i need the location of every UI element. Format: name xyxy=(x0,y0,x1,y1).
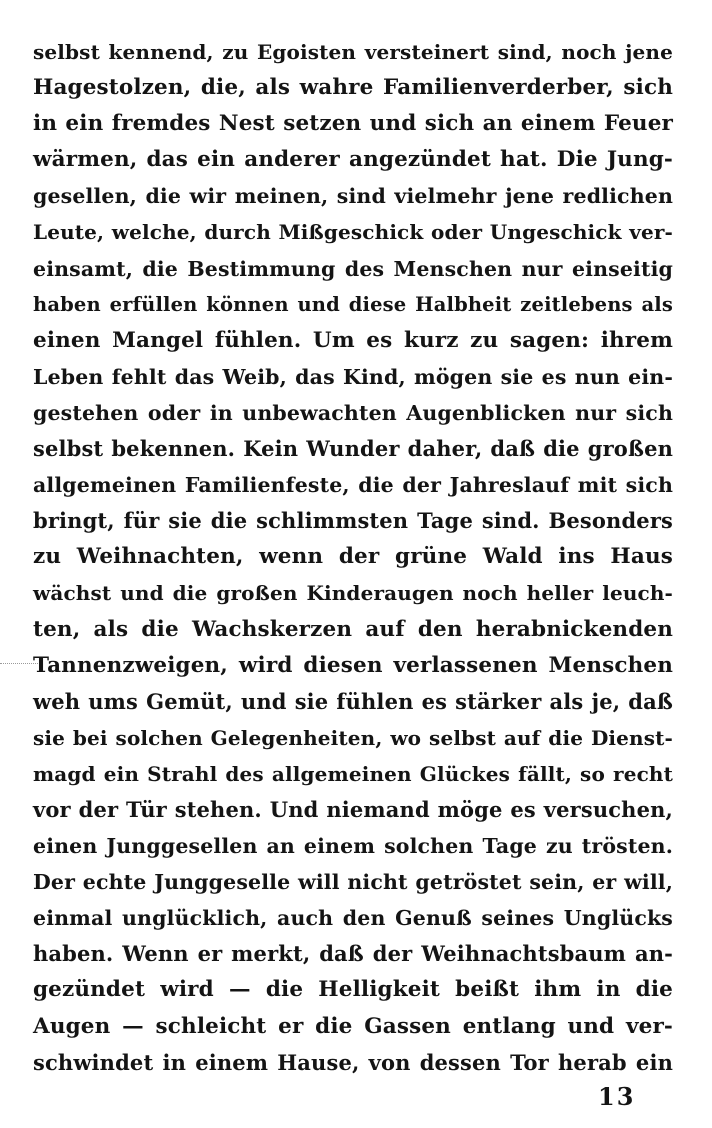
text-line: selbst kennend, zu Egoisten versteinert sind, noch jene xyxy=(33,40,673,64)
text-line: wärmen, das ein anderer angezündet hat. Die Jung- xyxy=(33,147,673,173)
text-line: einen Junggesellen an einem solchen Tage zu trösten. xyxy=(33,834,673,859)
text-line: ten, als die Wachskerzen auf den herabnickenden xyxy=(33,616,673,642)
text-line: gezündet wird — die Helligkeit beißt ihm in die xyxy=(33,977,673,1003)
text-line: selbst bekennen. Kein Wunder daher, daß die großen xyxy=(33,436,673,462)
text-line: magd ein Strahl des allgemeinen Glückes fällt, so recht xyxy=(33,761,673,786)
text-line: zu Weihnachten, wenn der grüne Wald ins Haus xyxy=(33,544,673,570)
text-line: Leute, welche, durch Mißgeschick oder Ungeschick ver- xyxy=(33,220,673,245)
text-line: Der echte Junggeselle will nicht getröstet sein, er will, xyxy=(33,870,673,895)
body-text xyxy=(33,34,673,1081)
text-line: gestehen oder in unbewachten Augenblicken nur sich xyxy=(33,400,673,425)
text-line: haben erfüllen können und diese Halbheit zeitlebens als xyxy=(33,292,673,316)
text-line: einen Mangel fühlen. Um es kurz zu sagen: ihrem xyxy=(33,327,673,353)
text-line: sie bei solchen Gelegenheiten, wo selbst auf die Dienst- xyxy=(33,725,673,750)
text-line: schwindet in einem Hause, von dessen Tor herab ein xyxy=(33,1049,673,1075)
text-line: in ein fremdes Nest setzen und sich an einem Feuer xyxy=(33,111,673,137)
text-line: wächst und die großen Kinderaugen noch heller leuch- xyxy=(33,581,673,606)
text-line: Tannenzweigen, wird diesen verlassenen Menschen xyxy=(33,652,673,678)
text-line: bringt, für sie die schlimmsten Tage sind. Besonders xyxy=(33,508,673,534)
text-line: einmal unglücklich, auch den Genuß seines Unglücks xyxy=(33,906,673,931)
text-line: weh ums Gemüt, und sie fühlen es stärker als je, daß xyxy=(33,688,673,714)
text-line: allgemeinen Familienfeste, die der Jahreslauf mit sich xyxy=(33,473,673,498)
text-line: Augen — schleicht er die Gassen entlang und ver- xyxy=(33,1013,673,1039)
page-number: 13 xyxy=(598,1082,636,1111)
text-line: vor der Tür stehen. Und niemand möge es versuchen, xyxy=(33,796,673,822)
text-line: Hagestolzen, die, als wahre Familienverderber, sich xyxy=(33,75,673,101)
text-line: Leben fehlt das Weib, das Kind, mögen sie es nun ein- xyxy=(33,364,673,389)
text-line: haben. Wenn er merkt, daß der Weihnachtsbaum an- xyxy=(33,941,673,967)
text-line: einsamt, die Bestimmung des Menschen nur einseitig xyxy=(33,256,673,281)
text-line: gesellen, die wir meinen, sind vielmehr jene redlichen xyxy=(33,184,673,209)
